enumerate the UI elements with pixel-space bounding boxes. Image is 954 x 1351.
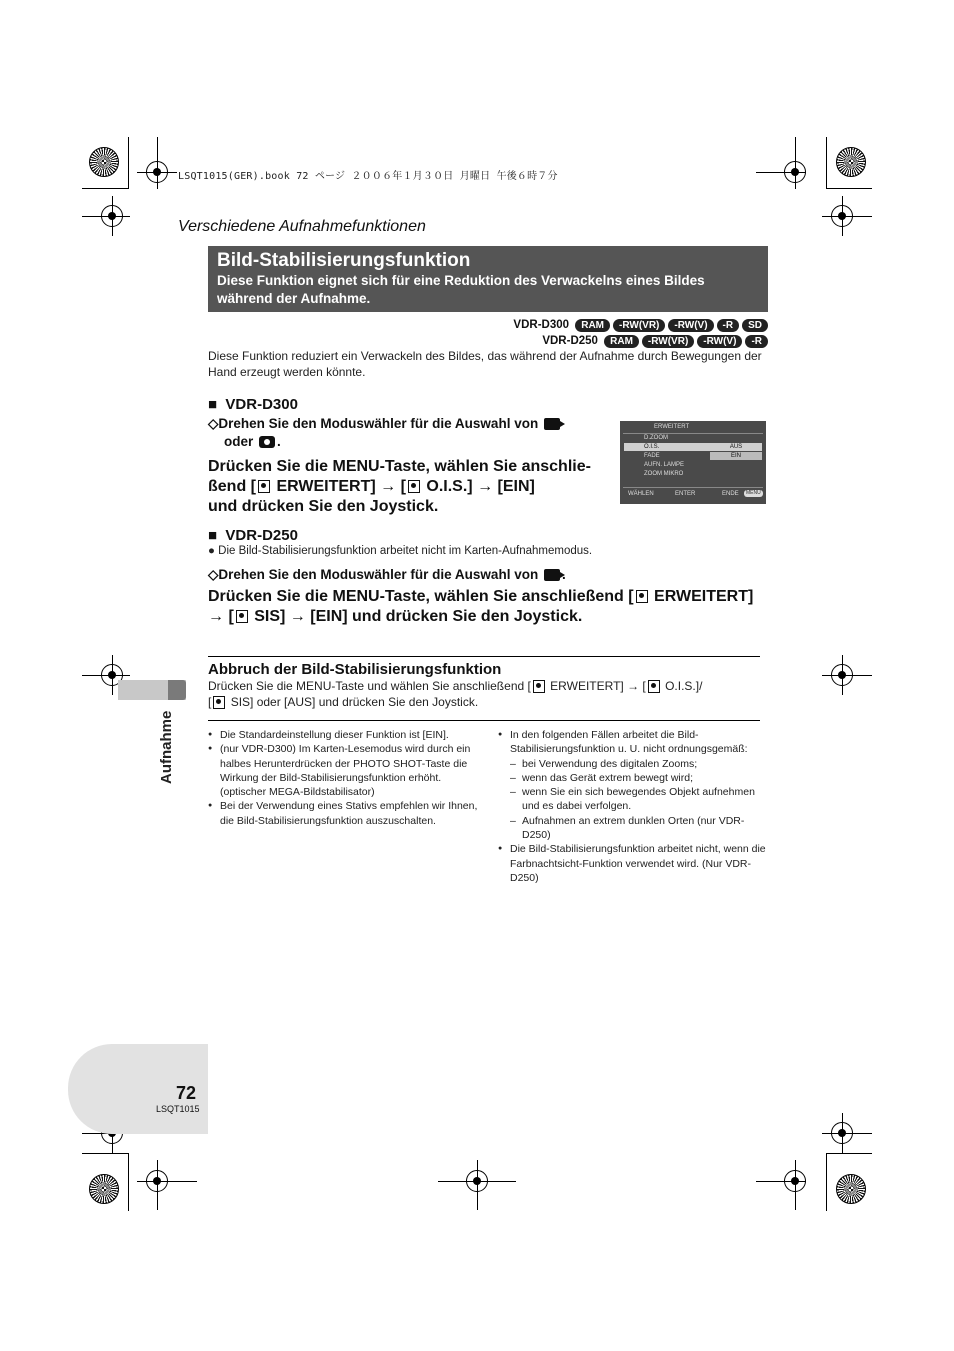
- menu-icon: [636, 590, 648, 603]
- screen-menu-item: D.ZOOM: [644, 435, 668, 441]
- screen-title: ERWEITERT: [654, 424, 690, 430]
- screen-menu-item: ZOOM MIKRO: [644, 471, 684, 477]
- model-row: [513, 333, 768, 349]
- cancel-heading: Abbruch der Bild-Stabilisierungsfunktion: [208, 661, 502, 678]
- list-item: ● In den folgenden Fällen arbeitet die Bild-Stabilisierungsfunktion u. U. nicht ordnungsgemäß:: [498, 728, 766, 757]
- cancel-text: Drücken Sie die MENU-Taste und wählen Sie anschließend [ ERWEITERT] → [ O.I.S.]/ [ SIS] oder [AUS] und drücken Sie den Joystick.: [208, 679, 703, 709]
- screen-footer-end: ENDE: [722, 491, 739, 497]
- color-target-icon: [836, 147, 866, 177]
- list-item: ● Die Standardeinstellung dieser Funktion ist [EIN].: [208, 728, 478, 742]
- section-cancel: [208, 661, 768, 710]
- list-item: ● Die Bild-Stabilisierungsfunktion arbeitet nicht, wenn die Farbnachtsicht-Funktion verwendet wird. (Nur VDR-D250): [498, 842, 766, 885]
- ois-icon: [648, 680, 660, 693]
- page-subtitle: Diese Funktion eignet sich für eine Reduktion des Verwackelns eines Bildes während der Aufnahme.: [217, 273, 705, 306]
- title-banner: [208, 246, 768, 312]
- chapter-label: Aufnahme: [158, 710, 175, 784]
- screen-menu-item: FADE: [644, 453, 660, 459]
- step-1: ◇Drehen Sie den Moduswähler für die Auswahl von oder .: [208, 415, 608, 451]
- model-name: VDR-D250: [542, 335, 598, 347]
- step-2: Drücken Sie die MENU-Taste, wählen Sie anschlie- ßend [ ERWEITERT] → [ O.I.S.] → [EIN] und drücken Sie den Joystick.: [208, 458, 591, 515]
- still-camera-icon: [259, 436, 275, 448]
- notes-left: [208, 728, 478, 828]
- screen-menu-item-selected: O.I.S.: [624, 443, 710, 451]
- list-item: ● Bei der Verwendung eines Stativs empfehlen wir Ihnen, die Bild-Stabilisierungsfunktion auszuschalten.: [208, 799, 478, 828]
- screen-option: AUS: [710, 443, 762, 451]
- step-2: Drücken Sie die MENU-Taste, wählen Sie anschließend [ ERWEITERT] → [ SIS] → [EIN] und drücken Sie den Joystick.: [208, 588, 754, 625]
- media-badge: -RW(VR): [613, 319, 665, 332]
- media-badge: SD: [742, 319, 768, 332]
- media-badge: RAM: [604, 335, 639, 348]
- list-item: – Aufnahmen an extrem dunklen Orten (nur VDR-D250): [498, 814, 766, 843]
- media-badge: -R: [717, 319, 740, 332]
- section-title: Verschiedene Aufnahmefunktionen: [178, 218, 426, 235]
- media-badge: RAM: [575, 319, 610, 332]
- menu-icon: [533, 680, 545, 693]
- list-item: – wenn Sie ein sich bewegendes Objekt aufnehmen und es dabei verfolgen.: [498, 785, 766, 814]
- media-badge: -R: [745, 335, 768, 348]
- color-target-icon: [836, 1174, 866, 1204]
- divider: [208, 656, 760, 657]
- ois-icon: [408, 480, 420, 493]
- list-item: – bei Verwendung des digitalen Zooms;: [498, 757, 766, 771]
- sis-icon: [213, 696, 225, 709]
- screen-menu-item: AUFN. LAMPE: [644, 462, 685, 468]
- movie-camera-icon: [544, 418, 560, 430]
- list-item: – wenn das Gerät extrem bewegt wird;: [498, 771, 766, 785]
- page-title: Bild-Stabilisierungsfunktion: [217, 250, 471, 271]
- media-badge: -RW(V): [668, 319, 713, 332]
- section-vdr-d250: [208, 527, 768, 627]
- section-heading: ■ VDR-D250: [208, 527, 298, 544]
- step-1: ◇Drehen Sie den Moduswähler für die Auswahl von: [208, 566, 768, 584]
- page-number: 72: [176, 1083, 197, 1103]
- divider: [208, 720, 760, 721]
- screen-footer-select: WÄHLEN: [628, 491, 654, 497]
- menu-icon: [258, 480, 270, 493]
- list-item: ● (nur VDR-D300) Im Karten-Lesemodus wird durch ein halbes Herunterdrücken der PHOTO SHOT-Taste die Wirkung der Bild-Stabilisierungsfunktion erhöht. (optischer MEGA-Bildstabilisator): [208, 742, 478, 799]
- print-file-line: LSQT1015(GER).book 72 ページ ２００６年１月３０日 月曜日 午後６時７分: [178, 171, 558, 182]
- movie-camera-icon: [544, 569, 560, 581]
- menu-screen-image: [620, 421, 766, 504]
- color-target-icon: [89, 1174, 119, 1204]
- model-compatibility: [513, 317, 768, 349]
- model-row: [513, 317, 768, 333]
- screen-menu-badge: MENU: [746, 490, 761, 496]
- notes-right: [498, 728, 766, 885]
- section-heading: ■ VDR-D300: [208, 396, 298, 413]
- media-badge: -RW(VR): [642, 335, 694, 348]
- document-code: LSQT1015: [156, 1104, 200, 1114]
- intro-text: Diese Funktion reduziert ein Verwackeln des Bildes, das während der Aufnahme durch Bewegungen der Hand erzeugt werden könnte.: [208, 349, 762, 379]
- media-badge: -RW(V): [697, 335, 742, 348]
- color-target-icon: [89, 147, 119, 177]
- note: ● Die Bild-Stabilisierungsfunktion arbeitet nicht im Karten-Aufnahmemodus.: [208, 545, 593, 557]
- screen-footer-enter: ENTER: [675, 491, 696, 497]
- sis-icon: [236, 610, 248, 623]
- chapter-tab-marker: [168, 680, 186, 700]
- model-name: VDR-D300: [513, 319, 570, 331]
- screen-option: EIN: [710, 452, 762, 460]
- section-vdr-d300: [208, 396, 608, 517]
